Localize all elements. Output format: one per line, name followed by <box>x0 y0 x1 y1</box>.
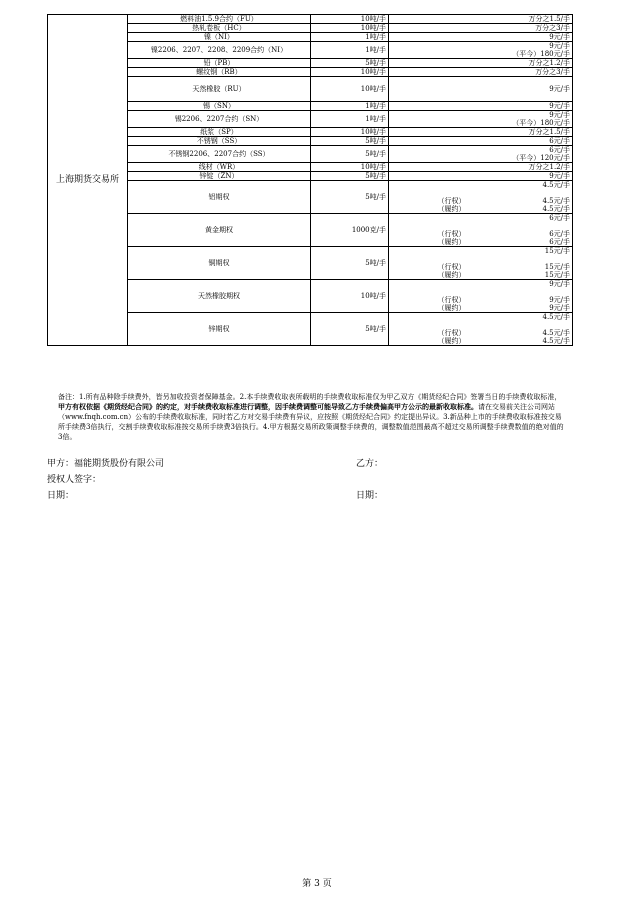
fee-value: 9元/手 <box>549 42 570 50</box>
fee-value: 万分之3/手 <box>535 68 570 76</box>
fee-line <box>391 288 570 296</box>
fee-value: 9元/手 <box>549 172 570 180</box>
trading-unit: 5吨/手 <box>311 172 389 181</box>
remarks <box>58 392 564 442</box>
table-row <box>48 15 573 24</box>
fee-value: 万分之3/手 <box>535 24 570 32</box>
fee-line <box>391 296 570 304</box>
fee-value: 万分之1.5/手 <box>528 15 570 23</box>
fee-value: 9元/手 <box>549 296 570 304</box>
fee-line <box>391 146 570 154</box>
fee-value: 4.5元/手 <box>542 205 570 213</box>
fee-line <box>391 205 570 213</box>
fee-line <box>391 33 570 41</box>
fee-type-label: （行权） <box>437 230 466 238</box>
trading-unit: 5吨/手 <box>311 137 389 146</box>
fee-line <box>391 137 570 145</box>
trading-unit: 10吨/手 <box>311 163 389 172</box>
trading-unit: 5吨/手 <box>311 247 389 280</box>
fee-line <box>391 68 570 76</box>
fee-line <box>391 304 570 312</box>
fee-line <box>391 172 570 180</box>
trading-unit: 1吨/手 <box>311 33 389 42</box>
product-name: 不锈钢2206、2207合约（SS） <box>128 146 311 163</box>
fee-line <box>391 85 570 93</box>
fee-line <box>391 238 570 246</box>
fee-standard <box>389 181 573 214</box>
fee-line <box>391 24 570 32</box>
fee-value: 15元/手 <box>544 271 570 279</box>
fee-type-label: （行权） <box>437 197 466 205</box>
fee-type-label: （履约） <box>437 304 466 312</box>
fee-type-label: （履约） <box>437 205 466 213</box>
fee-type-label: （行权） <box>437 263 466 271</box>
product-name: 天然橡胶期权 <box>128 280 311 313</box>
fee-line <box>391 119 570 127</box>
trading-unit: 1000克/手 <box>311 214 389 247</box>
trading-unit: 5吨/手 <box>311 59 389 68</box>
fee-line <box>391 50 570 58</box>
fee-value: （平今）120元/手 <box>512 154 570 162</box>
fee-line <box>391 255 570 263</box>
trading-unit: 10吨/手 <box>311 68 389 77</box>
date-a: 日期： <box>47 491 75 501</box>
product-name: 铅（PB） <box>128 59 311 68</box>
remarks-text-1: 备注：1.所有品种除手续费外，皆另加收投资者保障基金。2.本手续费收取表所载明的手续费收取标准仅为甲乙双方《期货经纪合同》签署当日的手续费收取标准， <box>58 393 562 401</box>
fee-line <box>391 163 570 171</box>
product-name: 黄金期权 <box>128 214 311 247</box>
product-name: 铝期权 <box>128 181 311 214</box>
fee-standard <box>389 172 573 181</box>
product-name: 镍2206、2207、2208、2209合约（NI） <box>128 42 311 59</box>
fee-value: （平今）180元/手 <box>512 50 570 58</box>
fee-type-label: （行权） <box>437 329 466 337</box>
fee-line <box>391 321 570 329</box>
fee-value: 4.5元/手 <box>542 337 570 345</box>
fee-line <box>391 197 570 205</box>
fee-line <box>391 247 570 255</box>
fee-standard <box>389 137 573 146</box>
fee-line <box>391 222 570 230</box>
trading-unit: 5吨/手 <box>311 313 389 346</box>
trading-unit: 1吨/手 <box>311 42 389 59</box>
fee-line <box>391 263 570 271</box>
product-name: 锡2206、2207合约（SN） <box>128 111 311 128</box>
fee-line <box>391 329 570 337</box>
product-name: 热轧卷板（HC） <box>128 24 311 33</box>
product-name: 纸浆（SP） <box>128 128 311 137</box>
trading-unit: 10吨/手 <box>311 280 389 313</box>
fee-type-label: （履约） <box>437 238 466 246</box>
fee-line <box>391 128 570 136</box>
fee-value: 9元/手 <box>549 33 570 41</box>
trading-unit: 10吨/手 <box>311 24 389 33</box>
fee-value: 6元/手 <box>549 146 570 154</box>
fee-value: 4.5元/手 <box>542 313 570 321</box>
product-name: 锡（SN） <box>128 102 311 111</box>
fee-line <box>391 59 570 67</box>
fee-standard <box>389 313 573 346</box>
fee-value: 6元/手 <box>549 137 570 145</box>
fee-value: 15元/手 <box>544 263 570 271</box>
fee-standard <box>389 247 573 280</box>
fee-table <box>47 14 573 346</box>
fee-value: 6元/手 <box>549 214 570 222</box>
fee-type-label: （履约） <box>437 337 466 345</box>
fee-standard <box>389 146 573 163</box>
fee-standard <box>389 77 573 102</box>
party-b: 乙方： <box>356 459 384 469</box>
fee-value: 15元/手 <box>544 247 570 255</box>
fee-value: 4.5元/手 <box>542 329 570 337</box>
fee-value: 万分之1.2/手 <box>528 59 570 67</box>
trading-unit: 10吨/手 <box>311 128 389 137</box>
trading-unit: 1吨/手 <box>311 111 389 128</box>
fee-standard <box>389 128 573 137</box>
remarks-bold: 甲方有权依据《期货经纪合同》的约定，对手续费收取标准进行调整，因手续费调整可能导致乙方手续费偏高甲方公示的最新收取标准。 <box>58 402 478 411</box>
fee-value: 9元/手 <box>549 304 570 312</box>
product-name: 铜期权 <box>128 247 311 280</box>
fee-standard <box>389 280 573 313</box>
fee-line <box>391 102 570 110</box>
fee-value: 9元/手 <box>549 111 570 119</box>
trading-unit: 10吨/手 <box>311 15 389 24</box>
trading-unit: 1吨/手 <box>311 102 389 111</box>
exchange-name: 上海期货交易所 <box>48 15 128 346</box>
product-name: 线材（WR） <box>128 163 311 172</box>
fee-line <box>391 111 570 119</box>
page-number: 第 3 页 <box>302 879 332 889</box>
fee-value: 9元/手 <box>549 102 570 110</box>
trading-unit: 5吨/手 <box>311 181 389 214</box>
fee-standard <box>389 24 573 33</box>
fee-standard <box>389 33 573 42</box>
fee-value: 万分之1.2/手 <box>528 163 570 171</box>
product-name: 锌锭（ZN） <box>128 172 311 181</box>
fee-line <box>391 214 570 222</box>
fee-type-label: （履约） <box>437 271 466 279</box>
fee-standard <box>389 214 573 247</box>
fee-value: 万分之1.5/手 <box>528 128 570 136</box>
fee-value: 6元/手 <box>549 238 570 246</box>
fee-line <box>391 181 570 189</box>
fee-line <box>391 337 570 345</box>
fee-line <box>391 189 570 197</box>
fee-value: 6元/手 <box>549 230 570 238</box>
fee-standard <box>389 163 573 172</box>
fee-line <box>391 15 570 23</box>
fee-type-label: （行权） <box>437 296 466 304</box>
fee-value: 9元/手 <box>549 280 570 288</box>
fee-standard <box>389 59 573 68</box>
fee-value: 9元/手 <box>549 85 570 93</box>
trading-unit: 10吨/手 <box>311 77 389 102</box>
fee-value: 4.5元/手 <box>542 197 570 205</box>
fee-line <box>391 230 570 238</box>
fee-line <box>391 313 570 321</box>
product-name: 燃料油1.5.9合约（FU） <box>128 15 311 24</box>
fee-standard <box>389 102 573 111</box>
fee-line <box>391 154 570 162</box>
product-name: 锌期权 <box>128 313 311 346</box>
fee-value: 4.5元/手 <box>542 181 570 189</box>
fee-line <box>391 271 570 279</box>
authorized-signature: 授权人签字： <box>47 475 102 485</box>
remarks-text-2: 请在交易前关注公司网站（www.fnqh.com.cn）公布的手续费收取标准，同时若乙方对交易手续费有异议，应按照《期货经纪合同》约定提出异议。3.新品种上市的手续费收取标准按交易所手续费3倍执行，交割手续费收取标准按交易所手续费3倍执行。4.甲方根据交易所政策调整手续费的，调整数值范围最高不超过交易所调整手续费数值的绝对值的3倍。 <box>58 403 564 441</box>
party-a: 甲方：福能期货股份有限公司 <box>47 459 165 469</box>
fee-standard <box>389 111 573 128</box>
product-name: 不锈钢（SS） <box>128 137 311 146</box>
fee-line <box>391 42 570 50</box>
fee-value: （平今）180元/手 <box>512 119 570 127</box>
product-name: 镍（NI） <box>128 33 311 42</box>
product-name: 天然橡胶（RU） <box>128 77 311 102</box>
product-name: 螺纹钢（RB） <box>128 68 311 77</box>
fee-line <box>391 280 570 288</box>
date-b: 日期： <box>356 491 384 501</box>
fee-standard <box>389 15 573 24</box>
fee-standard <box>389 42 573 59</box>
fee-standard <box>389 68 573 77</box>
trading-unit: 5吨/手 <box>311 146 389 163</box>
